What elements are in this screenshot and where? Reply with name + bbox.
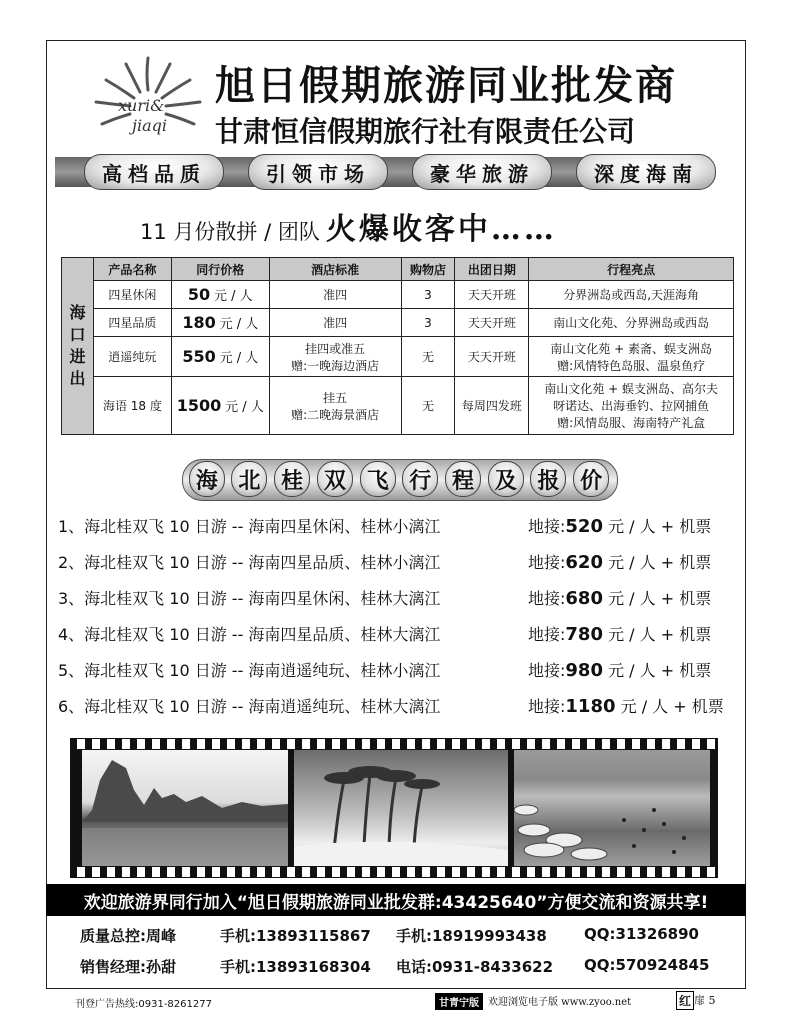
- route-quote: 地接:680 元 / 人 + 机票: [528, 588, 712, 609]
- headline: [140, 204, 557, 248]
- product-price: 50 元 / 人: [171, 281, 269, 309]
- column-header: 同行价格: [171, 258, 269, 281]
- slogan-lead-market: 引领市场: [248, 154, 388, 190]
- departure-date: 天天开班: [455, 309, 529, 337]
- hotel-standard: 挂五 赠:二晚海景酒店: [269, 377, 401, 435]
- sales-manager-contact: 销售经理:孙甜: [80, 958, 176, 976]
- shop-count: 3: [401, 281, 455, 309]
- banner-char: 双: [317, 461, 353, 497]
- beach-umbrella-icon: [514, 750, 710, 866]
- list-item: [58, 692, 738, 728]
- mobile-number: 手机:18919993438: [396, 927, 547, 945]
- slogan-quality: 高档品质: [84, 154, 224, 190]
- route-name: 4、海北桂双飞 10 日游 -- 海南四星品质、桂林大漓江: [58, 625, 441, 644]
- banner-char: 桂: [274, 461, 310, 497]
- banner-char: 北: [231, 461, 267, 497]
- route-quote: 地接:980 元 / 人 + 机票: [528, 660, 712, 681]
- price-table: [61, 257, 734, 435]
- highlights: 南山文化苑 + 蜈支洲岛、高尔夫 呀诺达、出海垂钓、拉网捕鱼 赠:风情岛服、海南特产礼盒: [529, 377, 734, 435]
- photo-crowded-beach: [514, 750, 710, 866]
- route-name: 6、海北桂双飞 10 日游 -- 海南逍遥纯玩、桂林大漓江: [58, 697, 441, 716]
- banner-char: 程: [445, 461, 481, 497]
- logo-text-xuri: xuri&: [118, 96, 165, 115]
- departure-date: 天天开班: [455, 281, 529, 309]
- route-name: 3、海北桂双飞 10 日游 -- 海南四星休闲、桂林大漓江: [58, 589, 441, 608]
- company-title: 旭日假期旅游同业批发商: [215, 63, 677, 109]
- product-name: 逍遥纯玩: [93, 337, 171, 377]
- headline-prefix: 11 月份散拼 / 团队: [140, 220, 320, 244]
- route-quote: 地接:780 元 / 人 + 机票: [528, 624, 712, 645]
- banner-char: 及: [488, 461, 524, 497]
- list-item: [58, 620, 738, 656]
- palm-tree-icon: [294, 750, 508, 866]
- route-name: 1、海北桂双飞 10 日游 -- 海南四星休闲、桂林小漓江: [58, 517, 441, 536]
- route-name: 5、海北桂双飞 10 日游 -- 海南逍遥纯玩、桂林小漓江: [58, 661, 441, 680]
- red-badge: 红: [676, 991, 694, 1010]
- table-row: [62, 377, 734, 435]
- banner-char: 行: [402, 461, 438, 497]
- phone-number: 电话:0931-8433622: [396, 958, 554, 976]
- banner-char: 价: [573, 461, 609, 497]
- quality-control-contact: 质量总控:周峰: [80, 927, 176, 945]
- headline-emphasis: 火爆收客中……: [325, 212, 557, 247]
- company-subtitle: 甘肃恒信假期旅行社有限责任公司: [215, 115, 636, 148]
- table-row: [62, 337, 734, 377]
- product-price: 180 元 / 人: [171, 309, 269, 337]
- photo-palm-beach: [294, 750, 508, 866]
- side-label-haikou: 海口进出: [62, 258, 94, 435]
- list-item: [58, 656, 738, 692]
- product-name: 海语 18 度: [93, 377, 171, 435]
- table-row: [62, 281, 734, 309]
- list-item: [58, 584, 738, 620]
- column-header: 产品名称: [93, 258, 171, 281]
- departure-date: 天天开班: [455, 337, 529, 377]
- column-header: 出团日期: [455, 258, 529, 281]
- qq-number: QQ:570924845: [584, 956, 710, 974]
- route-list: [58, 512, 738, 728]
- website-link[interactable]: 欢迎浏览电子版 www.zyoo.net: [488, 997, 632, 1008]
- list-item: [58, 512, 738, 548]
- product-name: 四星品质: [93, 309, 171, 337]
- banner-char: 飞: [360, 461, 396, 497]
- photo-film-strip: [70, 738, 718, 878]
- highlights: 南山文化苑、分界洲岛或西岛: [529, 309, 734, 337]
- hotel-standard: 准四: [269, 309, 401, 337]
- column-header: 购物店: [401, 258, 455, 281]
- film-perforation: [70, 739, 718, 749]
- film-perforation: [70, 867, 718, 877]
- banner-char: 报: [530, 461, 566, 497]
- route-quote: 地接:1180 元 / 人 + 机票: [528, 696, 724, 717]
- mobile-number: 手机:13893168304: [220, 958, 371, 976]
- slogan-luxury-travel: 豪华旅游: [412, 154, 552, 190]
- route-name: 2、海北桂双飞 10 日游 -- 海南四星品质、桂林小漓江: [58, 553, 441, 572]
- hotel-standard: 准四: [269, 281, 401, 309]
- itinerary-banner-text: [182, 459, 616, 499]
- welcome-banner: 欢迎旅游界同行加入“旭日假期旅游同业批发群:43425640”方便交流和资源共享!: [46, 884, 746, 916]
- hotel-standard: 挂四或准五 赠:一晚海边酒店: [269, 337, 401, 377]
- product-price: 550 元 / 人: [171, 337, 269, 377]
- mobile-number: 手机:13893115867: [220, 927, 371, 945]
- list-item: [58, 548, 738, 584]
- highlights: 南山文化苑 + 素斋、蜈支洲岛 赠:风情特色岛服、温泉鱼疗: [529, 337, 734, 377]
- product-price: 1500 元 / 人: [171, 377, 269, 435]
- departure-date: 每周四发班: [455, 377, 529, 435]
- table-row: [62, 309, 734, 337]
- ad-hotline: 刊登广告热线:0931-8261277: [75, 999, 212, 1010]
- edition-tag: 甘青宁版: [435, 993, 483, 1010]
- karst-mountains-icon: [82, 750, 288, 866]
- photo-guilin-karst: [82, 750, 288, 866]
- banner-char: 海: [189, 461, 225, 497]
- page-number: 扉 5: [694, 994, 716, 1007]
- shop-count: 无: [401, 337, 455, 377]
- route-quote: 地接:620 元 / 人 + 机票: [528, 552, 712, 573]
- qq-number: QQ:31326890: [584, 925, 699, 943]
- route-quote: 地接:520 元 / 人 + 机票: [528, 516, 712, 537]
- table-header-row: [62, 258, 734, 281]
- product-name: 四星休闲: [93, 281, 171, 309]
- column-header: 行程亮点: [529, 258, 734, 281]
- highlights: 分界洲岛或西岛,天涯海角: [529, 281, 734, 309]
- column-header: 酒店标准: [269, 258, 401, 281]
- logo-text-jiaqi: jiaqi: [132, 116, 167, 135]
- slogan-deep-hainan: 深度海南: [576, 154, 716, 190]
- shop-count: 无: [401, 377, 455, 435]
- shop-count: 3: [401, 309, 455, 337]
